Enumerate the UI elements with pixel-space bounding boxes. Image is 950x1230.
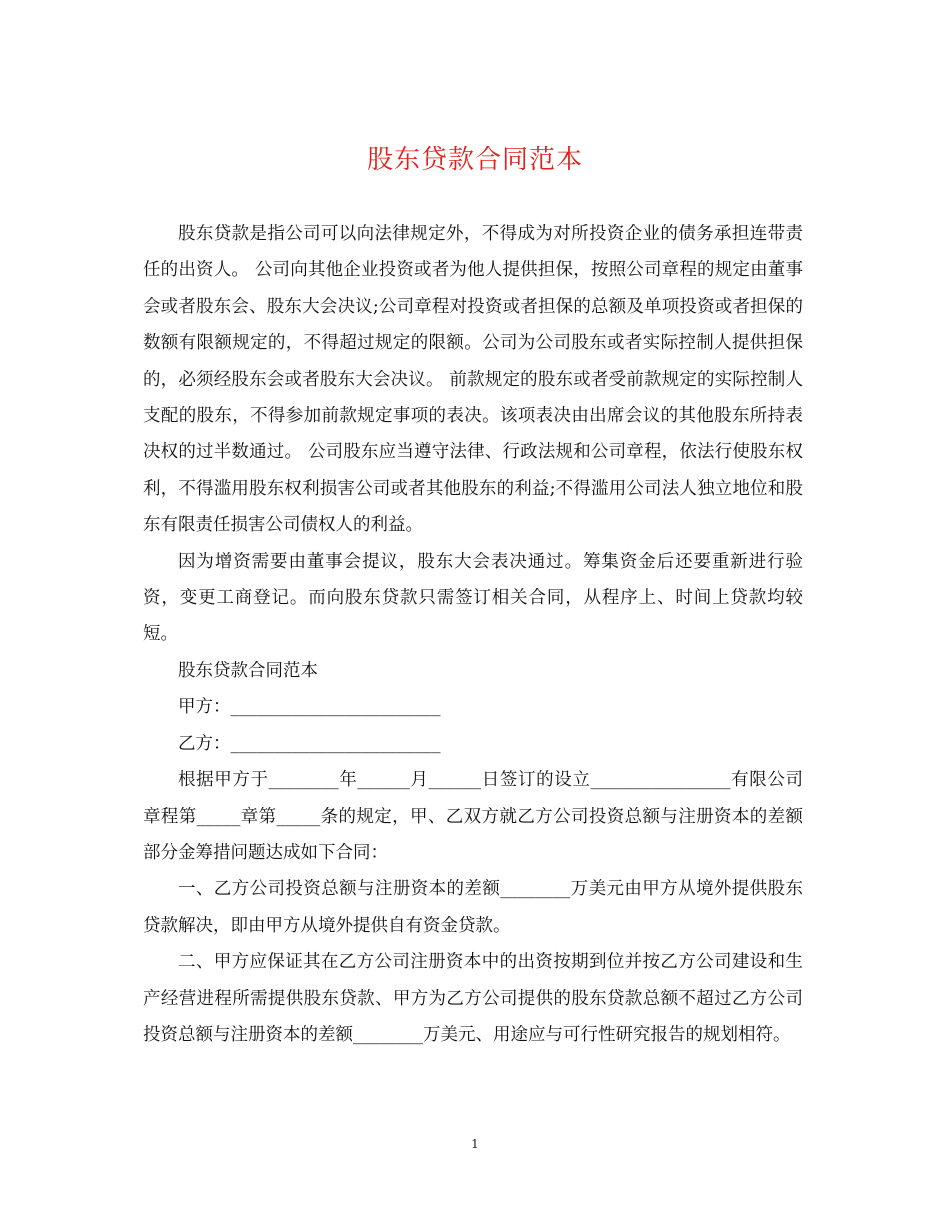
paragraph-definition: 股东贷款是指公司可以向法律规定外，不得成为对所投资企业的债务承担连带责任的出资人。 公司向其他企业投资或者为他人提供担保，按照公司章程的规定由董事会或者股东会、股东大会决议;公司章程对投资或者担保的总额及单项投资或者担保的数额有限额规定的，不得超过规定的限额。公司为公司股东或者实际控制人提供担保的，必须经股东会或者股东大会决议。 前款规定的股东或者受前款规定的实际控制人支配的股东，不得参加前款规定事项的表决。该项表决由出席会议的其他股东所持表决权的过半数通过。 公司股东应当遵守法律、行政法规和公司章程，依法行使股东权利，不得滥用股东权利损害公司或者其他股东的利益;不得滥用公司法人独立地位和股东有限责任损害公司债权人的利益。 — [143, 224, 803, 536]
document-body — [143, 216, 803, 1053]
clause-one: 一、乙方公司投资总额与注册资本的差额________万美元由甲方从境外提供股东贷款解决，即由甲方从境外提供自有资金贷款。 — [143, 879, 803, 936]
clause-two: 二、甲方应保证其在乙方公司注册资本中的出资按期到位并按乙方公司建设和生产经营进程所需提供股东贷款、甲方为乙方公司提供的股东贷款总额不超过乙方公司投资总额与注册资本的差额________万美元、用途应与可行性研究报告的规划相符。 — [143, 952, 803, 1045]
document-title: 股东贷款合同范本 — [366, 145, 583, 175]
paragraph-contract-heading: 股东贷款合同范本 — [178, 660, 318, 681]
party-b-line: 乙方：________________________ — [178, 733, 441, 754]
page-number: 1 — [471, 1137, 479, 1151]
paragraph-basis: 根据甲方于________年______月______日签订的设立________________有限公司章程第_____章第_____条的规定，甲、乙双方就乙方公司投资总额与注册资本的差额部分金筹措问题达成如下合同： — [143, 770, 803, 863]
paragraph-reason: 因为增资需要由董事会提议，股东大会表决通过。筹集资金后还要重新进行验资，变更工商登记。而向股东贷款只需签订相关合同，从程序上、时间上贷款均较短。 — [143, 551, 803, 645]
party-a-line: 甲方：________________________ — [178, 697, 441, 718]
